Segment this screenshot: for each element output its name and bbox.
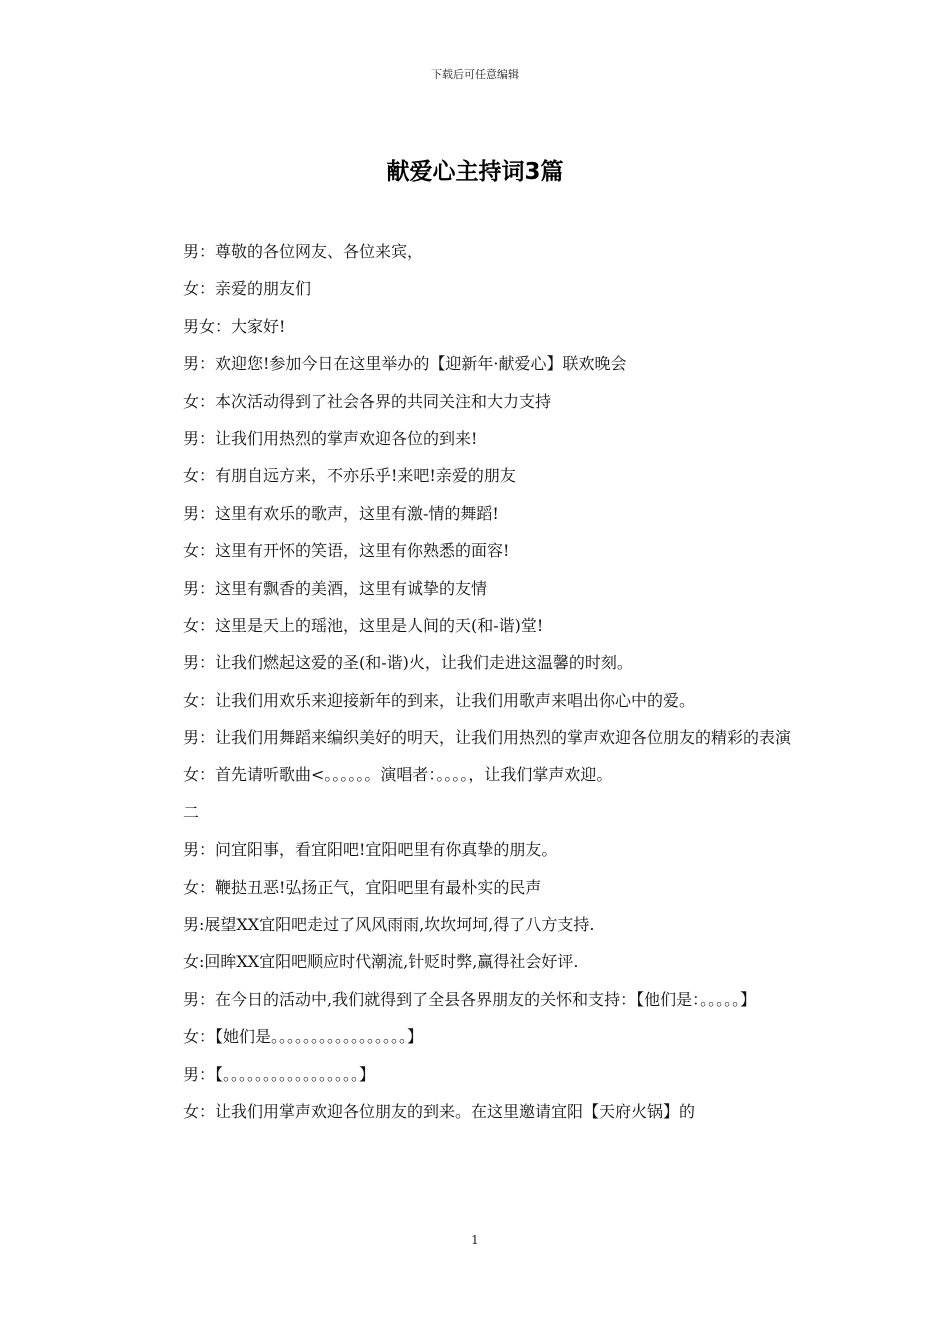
paragraph: 男女：大家好! <box>183 316 286 336</box>
paragraph: 男：这里有欢乐的歌声，这里有激-情的舞蹈! <box>183 503 499 523</box>
section-marker: 二 <box>183 802 200 822</box>
paragraph: 男：让我们用热烈的掌声欢迎各位的到来! <box>183 428 478 448</box>
paragraph: 女：有朋自远方来，不亦乐乎!来吧!亲爱的朋友 <box>183 466 516 486</box>
paragraph: 女：亲爱的朋友们 <box>183 279 312 299</box>
paragraph: 女：让我们用掌声欢迎各位朋友的到来。在这里邀请宜阳【天府火锅】的 <box>183 1102 696 1122</box>
document-title: 献爱心主持词3篇 <box>386 159 564 185</box>
paragraph: 男:展望XX宜阳吧走过了风风雨雨,坎坎坷坷,得了八方支持. <box>183 915 595 935</box>
paragraph: 男：【。。。。。。。。。。。。。。。。。】 <box>183 1064 376 1084</box>
paragraph: 女：这里有开怀的笑语，这里有你熟悉的面容! <box>183 541 510 561</box>
paragraph: 男：让我们燃起这爱的圣(和-谐)火，让我们走进这温馨的时刻。 <box>183 653 633 673</box>
paragraph: 男：在今日的活动中,我们就得到了全县各界朋友的关怀和支持：【他们是：。。。。。】 <box>183 989 757 1009</box>
paragraph: 女：首先请听歌曲<。。。。。。演唱者：。。。。，让我们掌声欢迎。 <box>183 765 613 785</box>
paragraph: 女：这里是天上的瑶池，这里是人间的天(和-谐)堂! <box>183 615 544 635</box>
document-body <box>145 233 810 1130</box>
paragraph: 男：让我们用舞蹈来编织美好的明天，让我们用热烈的掌声欢迎各位朋友的精彩的表演 <box>183 728 792 748</box>
paragraph: 女：让我们用欢乐来迎接新年的到来，让我们用歌声来唱出你心中的爱。 <box>183 690 696 710</box>
paragraph: 女：本次活动得到了社会各界的共同关注和大力支持 <box>183 391 552 411</box>
page-number: 1 <box>471 1233 479 1247</box>
paragraph: 女：【她们是。。。。。。。。。。。。。。。。。】 <box>183 1027 424 1047</box>
paragraph: 女：鞭挞丑恶!弘扬正气，宜阳吧里有最朴实的民声 <box>183 877 542 897</box>
paragraph: 男：问宜阳事，看宜阳吧!宜阳吧里有你真挚的朋友。 <box>183 840 558 860</box>
header-note: 下载后可任意编辑 <box>431 68 519 81</box>
paragraph: 男：这里有飘香的美酒，这里有诚挚的友情 <box>183 578 488 598</box>
paragraph: 男：欢迎您!参加今日在这里举办的【迎新年·献爱心】联欢晚会 <box>183 354 627 374</box>
paragraph: 男：尊敬的各位网友、各位来宾， <box>183 242 424 261</box>
paragraph: 女:回眸XX宜阳吧顺应时代潮流,针贬时弊,赢得社会好评. <box>183 952 579 972</box>
